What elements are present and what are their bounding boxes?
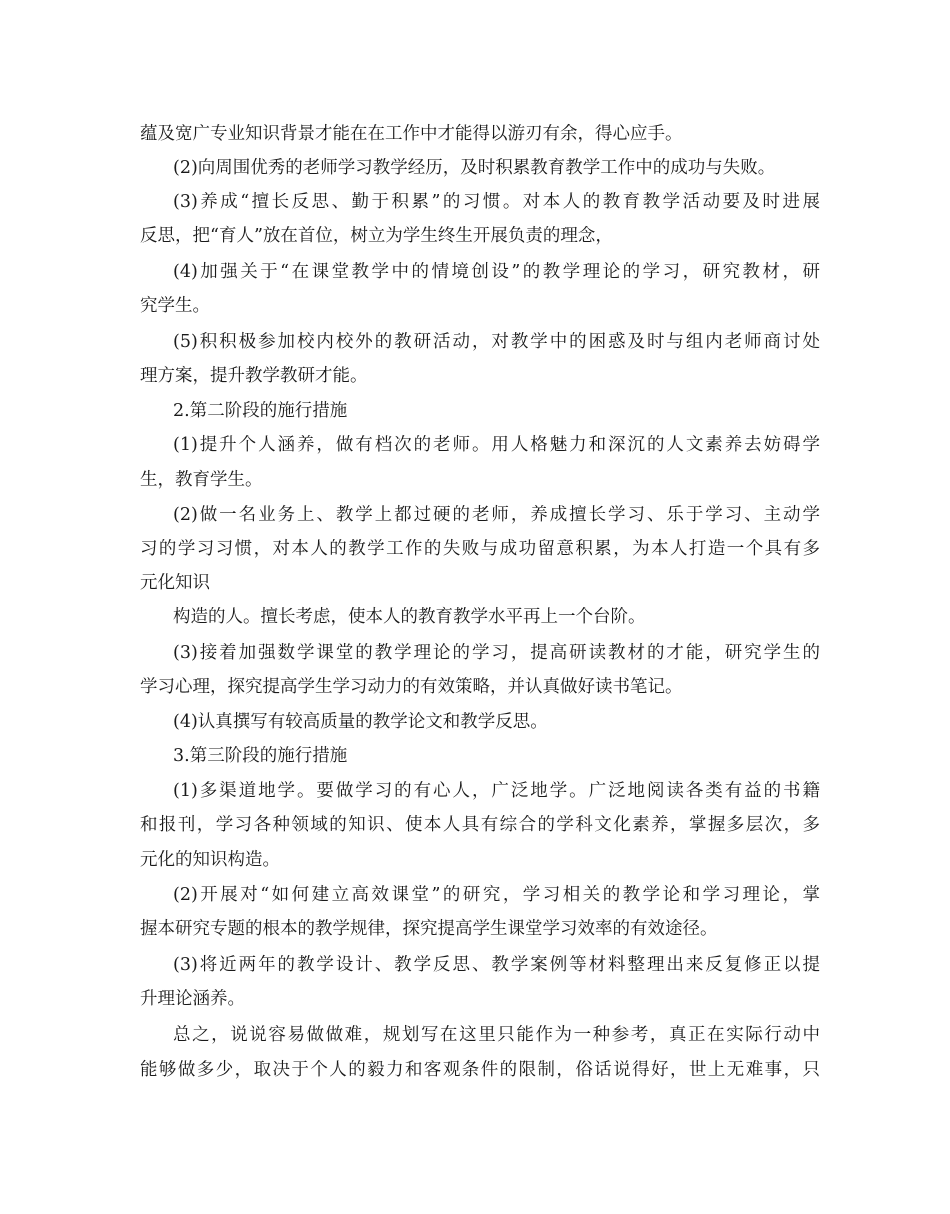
text-line: 总之，说说容易做做难，规划写在这里只能作为一种参考，真正在实际行动中 xyxy=(173,1025,820,1045)
text-line: 习的学习习惯，对本人的教学工作的失败与成功留意积累，为本人打造一个具有多 xyxy=(140,539,820,559)
text-line: 蕴及宽广专业知识背景才能在在工作中才能得以游刃有余，得心应手。 xyxy=(140,124,683,144)
text-line: (2)做一名业务上、教学上都过硬的老师，养成擅长学习、乐于学习、主动学 xyxy=(173,505,820,525)
text-line: (4)加强关于“在课堂教学中的情境创设”的教学理论的学习，研究教材，研 xyxy=(173,262,820,282)
text-line: 究学生。 xyxy=(140,296,210,316)
text-line: (1)多渠道地学。要做学习的有心人，广泛地学。广泛地阅读各类有益的书籍 xyxy=(173,781,820,801)
text-line: 学习心理，探究提高学生学习动力的有效策略，并认真做好读书笔记。 xyxy=(140,677,683,697)
text-line: (3)将近两年的教学设计、教学反思、教学案例等材料整理出来反复修正以提 xyxy=(173,955,820,975)
text-line: (3)接着加强数学课堂的教学理论的学习，提高研读教材的才能，研究学生的 xyxy=(173,643,820,663)
text-line: 元化的知识构造。 xyxy=(140,850,280,870)
text-line: (1)提升个人涵养，做有档次的老师。用人格魅力和深沉的人文素养去妨碍学 xyxy=(173,435,820,455)
text-line: (2)向周围优秀的老师学习教学经历，及时积累教育教学工作中的成功与失败。 xyxy=(173,158,776,178)
section-heading: 3.第三阶段的施行措施 xyxy=(173,746,348,766)
text-line: 升理论涵养。 xyxy=(140,989,245,1009)
text-line: 生，教育学生。 xyxy=(140,470,263,490)
text-line: (2)开展对“如何建立高效课堂”的研究，学习相关的教学论和学习理论，掌 xyxy=(173,885,820,905)
text-line: (4)认真撰写有较高质量的教学论文和教学反思。 xyxy=(173,712,548,732)
text-line: 理方案，提升教学教研才能。 xyxy=(140,366,368,386)
text-line: 构造的人。擅长考虑，使本人的教育教学水平再上一个台阶。 xyxy=(173,607,646,627)
text-line: 元化知识 xyxy=(140,573,210,593)
text-line: 和报刊，学习各种领域的知识、使本人具有综合的学科文化素养，掌握多层次，多 xyxy=(140,815,820,835)
text-line: 握本研究专题的根本的教学规律，探究提高学生课堂学习效率的有效途径。 xyxy=(140,919,718,939)
text-line: 能够做多少，取决于个人的毅力和客观条件的限制，俗话说得好，世上无难事，只 xyxy=(140,1060,820,1080)
text-line: (3)养成“擅长反思、勤于积累”的习惯。对本人的教育教学活动要及时进展 xyxy=(173,192,820,212)
text-line: (5)积积极参加校内校外的教研活动，对教学中的困惑及时与组内老师商讨处 xyxy=(173,332,820,352)
section-heading: 2.第二阶段的施行措施 xyxy=(173,401,348,421)
text-line: 反思，把“育人”放在首位，树立为学生终生开展负责的理念， xyxy=(140,226,613,246)
